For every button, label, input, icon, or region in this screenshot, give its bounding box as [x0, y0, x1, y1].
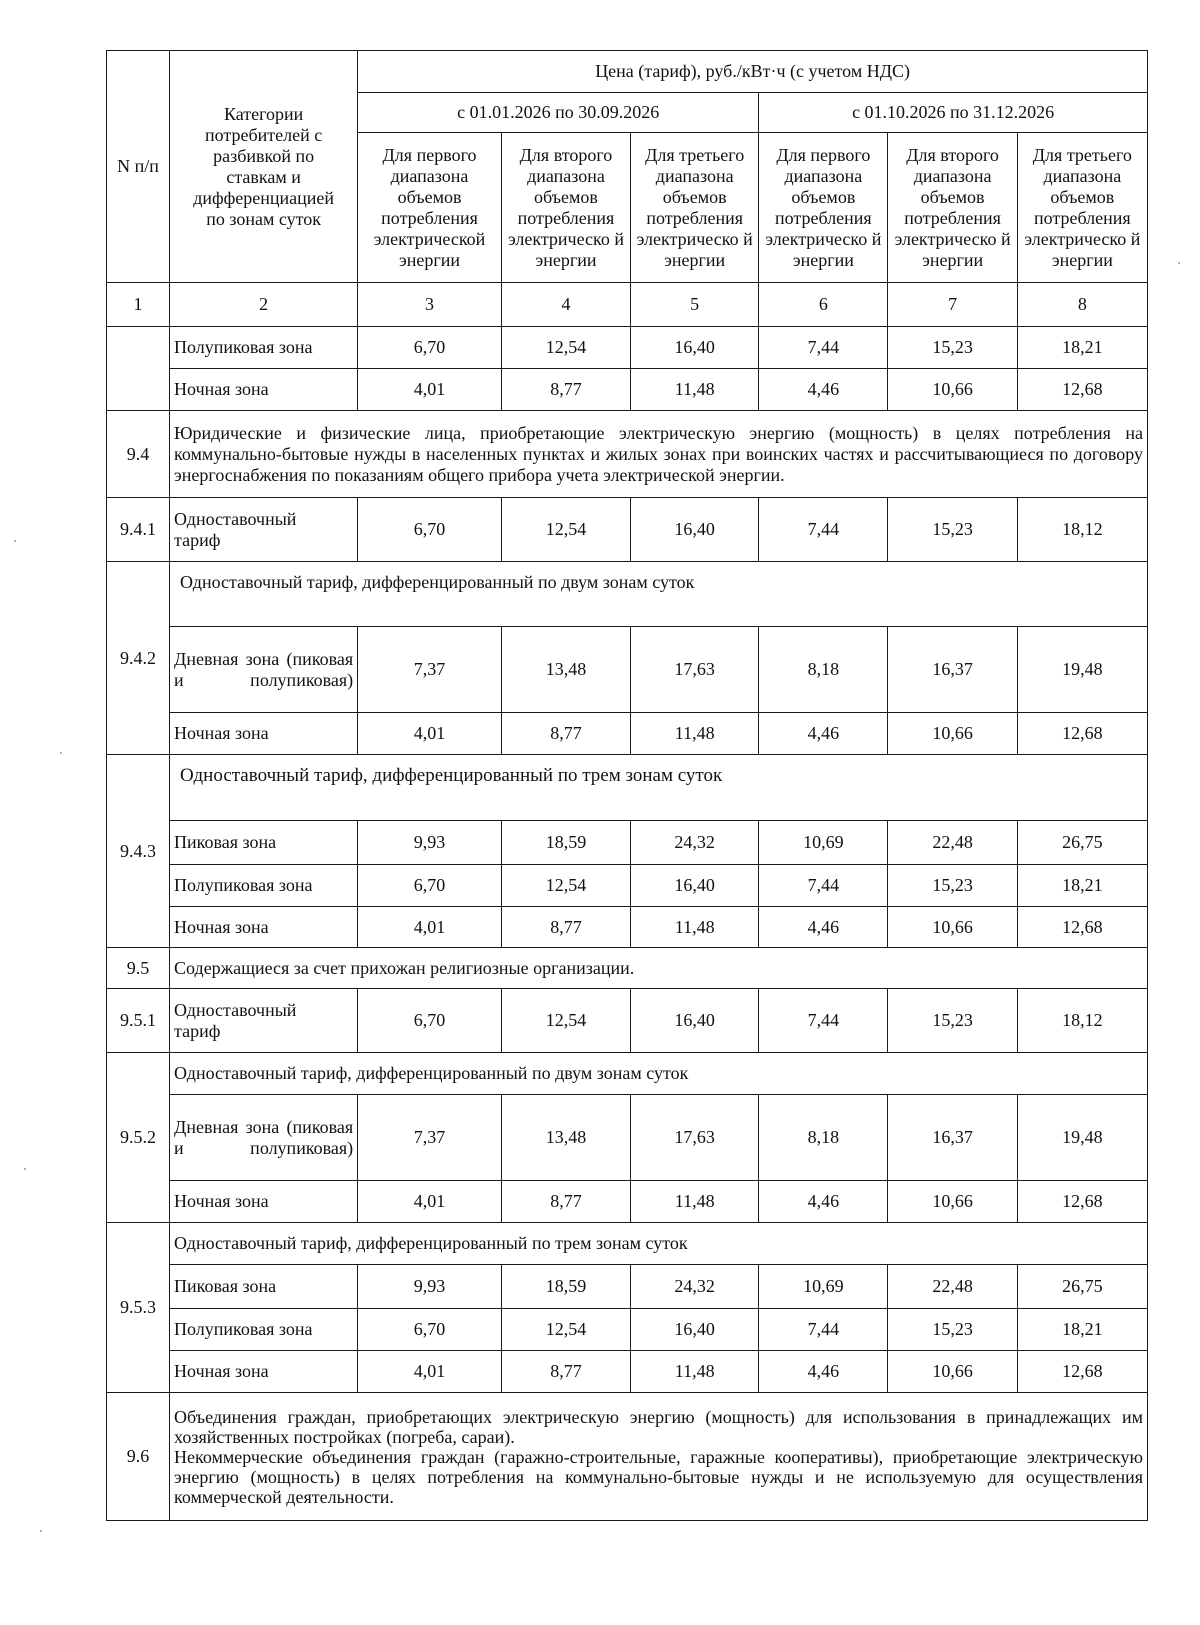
row-label: Дневная зона (пиковая и полупиковая) [170, 1095, 358, 1181]
col-number: 7 [888, 283, 1017, 327]
value-cell: 4,01 [358, 369, 502, 411]
section-row-9-5 [107, 948, 1148, 989]
table-row [107, 327, 1148, 369]
value-cell: 7,44 [759, 989, 888, 1053]
header-col-category: Категории потребителей с разбивкой по ставкам и дифференциацией по зонам суток [170, 51, 358, 283]
value-cell: 8,77 [501, 1351, 630, 1393]
value-cell: 12,54 [501, 498, 630, 562]
row-label: Ночная зона [170, 369, 358, 411]
table-row [107, 1095, 1148, 1181]
value-cell: 11,48 [631, 907, 759, 948]
value-cell: 16,37 [888, 627, 1017, 713]
value-cell: 4,01 [358, 1181, 502, 1223]
section-paragraph-1: Объединения граждан, приобретающих электрическую энергию (мощность) для использования в принадлежащих им хозяйственных постройках (погреба, сараи). [174, 1406, 1143, 1447]
value-cell: 10,66 [888, 369, 1017, 411]
section-description [170, 1393, 1148, 1521]
value-cell: 12,68 [1017, 907, 1147, 948]
value-cell: 22,48 [888, 1265, 1017, 1309]
row-label: Полупиковая зона [170, 1309, 358, 1351]
value-cell: 6,70 [358, 989, 502, 1053]
scan-speck [60, 752, 62, 754]
row-label: Полупиковая зона [170, 865, 358, 907]
value-cell: 17,63 [631, 1095, 759, 1181]
value-cell: 10,66 [888, 907, 1017, 948]
value-cell: 8,18 [759, 1095, 888, 1181]
value-cell: 16,40 [631, 327, 759, 369]
value-cell: 6,70 [358, 865, 502, 907]
value-cell: 7,44 [759, 1309, 888, 1351]
scan-speck [40, 1530, 42, 1532]
value-cell: 15,23 [888, 1309, 1017, 1351]
value-cell: 22,48 [888, 821, 1017, 865]
col-number: 4 [501, 283, 630, 327]
value-cell: 12,54 [501, 1309, 630, 1351]
value-cell: 15,23 [888, 498, 1017, 562]
row-number: 9.4.2 [107, 562, 170, 755]
value-cell: 4,46 [759, 1351, 888, 1393]
col-number: 3 [358, 283, 502, 327]
subsection-title: Одноставочный тариф, дифференцированный по двум зонам суток [170, 562, 1148, 627]
col-number: 2 [170, 283, 358, 327]
value-cell: 11,48 [631, 713, 759, 755]
section-description: Юридические и физические лица, приобретающие электрическую энергию (мощность) в целях потребления на коммунально-бытовые нужды в населенных пунктах и жилых зонах при воинских частях и рассчитывающиеся по договору энергоснабжения по показаниям общего прибора учета электрической энергии. [170, 411, 1148, 498]
value-cell: 8,77 [501, 369, 630, 411]
value-cell: 10,69 [759, 821, 888, 865]
value-cell: 6,70 [358, 498, 502, 562]
scan-speck [24, 1168, 26, 1170]
value-cell: 10,66 [888, 713, 1017, 755]
section-description: Содержащиеся за счет прихожан религиозные организации. [170, 948, 1148, 989]
value-cell: 15,23 [888, 865, 1017, 907]
value-cell: 18,21 [1017, 327, 1147, 369]
value-cell: 15,23 [888, 327, 1017, 369]
value-cell: 18,21 [1017, 1309, 1147, 1351]
value-cell: 4,46 [759, 369, 888, 411]
row-number: 9.5.2 [107, 1053, 170, 1223]
header-range-2-p2: Для второго диапазона объемов потребления электрическо й энергии [888, 133, 1017, 283]
subsection-title-row [107, 755, 1148, 821]
section-row-9-4 [107, 411, 1148, 498]
value-cell: 16,37 [888, 1095, 1017, 1181]
header-range-1-p1: Для первого диапазона объемов потребления электрической энергии [358, 133, 502, 283]
table-row [107, 989, 1148, 1053]
value-cell: 9,93 [358, 821, 502, 865]
row-number: 9.5.3 [107, 1223, 170, 1393]
column-number-row [107, 283, 1148, 327]
value-cell: 26,75 [1017, 821, 1147, 865]
tariff-table [106, 50, 1148, 1521]
row-label: Одноставочный тариф [170, 498, 358, 562]
value-cell: 11,48 [631, 369, 759, 411]
row-label: Ночная зона [170, 907, 358, 948]
header-period-1: с 01.01.2026 по 30.09.2026 [358, 93, 759, 133]
row-label: Ночная зона [170, 713, 358, 755]
row-label: Одноставочный тариф [170, 989, 358, 1053]
value-cell: 8,77 [501, 907, 630, 948]
value-cell: 12,54 [501, 865, 630, 907]
table-row [107, 865, 1148, 907]
value-cell: 10,66 [888, 1181, 1017, 1223]
row-label: Ночная зона [170, 1181, 358, 1223]
value-cell: 4,46 [759, 713, 888, 755]
value-cell: 10,69 [759, 1265, 888, 1309]
value-cell: 8,77 [501, 1181, 630, 1223]
subsection-title: Одноставочный тариф, дифференцированный по трем зонам суток [170, 755, 1148, 821]
table-row [107, 713, 1148, 755]
col-number: 1 [107, 283, 170, 327]
table-row [107, 627, 1148, 713]
value-cell: 24,32 [631, 1265, 759, 1309]
scan-speck [14, 540, 16, 542]
value-cell: 7,44 [759, 327, 888, 369]
scan-speck [1178, 262, 1180, 264]
header-range-3-p2: Для третьего диапазона объемов потребления электрическо й энергии [1017, 133, 1147, 283]
table-row [107, 1309, 1148, 1351]
value-cell: 13,48 [501, 1095, 630, 1181]
value-cell: 17,63 [631, 627, 759, 713]
value-cell: 12,68 [1017, 1181, 1147, 1223]
value-cell: 16,40 [631, 865, 759, 907]
value-cell: 7,37 [358, 627, 502, 713]
value-cell: 26,75 [1017, 1265, 1147, 1309]
row-label: Полупиковая зона [170, 327, 358, 369]
value-cell: 12,54 [501, 327, 630, 369]
header-range-2-p1: Для второго диапазона объемов потребления электрическо й энергии [501, 133, 630, 283]
value-cell: 12,68 [1017, 1351, 1147, 1393]
header-range-1-p2: Для первого диапазона объемов потребления электрическо й энергии [759, 133, 888, 283]
header-range-3-p1: Для третьего диапазона объемов потребления электрическо й энергии [631, 133, 759, 283]
value-cell: 16,40 [631, 1309, 759, 1351]
value-cell: 4,01 [358, 713, 502, 755]
value-cell: 11,48 [631, 1181, 759, 1223]
row-number: 9.4.3 [107, 755, 170, 948]
table-row [107, 498, 1148, 562]
value-cell: 19,48 [1017, 1095, 1147, 1181]
value-cell: 13,48 [501, 627, 630, 713]
value-cell: 7,44 [759, 498, 888, 562]
table-row [107, 907, 1148, 948]
row-label: Ночная зона [170, 1351, 358, 1393]
row-number: 9.5.1 [107, 989, 170, 1053]
subsection-title-row [107, 562, 1148, 627]
header-row-1 [107, 51, 1148, 93]
value-cell: 18,59 [501, 821, 630, 865]
row-number: 9.5 [107, 948, 170, 989]
table-row [107, 1181, 1148, 1223]
value-cell: 18,59 [501, 1265, 630, 1309]
value-cell: 4,46 [759, 907, 888, 948]
value-cell: 6,70 [358, 1309, 502, 1351]
table-row [107, 821, 1148, 865]
table-row [107, 1265, 1148, 1309]
value-cell: 12,54 [501, 989, 630, 1053]
value-cell: 24,32 [631, 821, 759, 865]
row-label: Пиковая зона [170, 1265, 358, 1309]
table-row [107, 369, 1148, 411]
subsection-title: Одноставочный тариф, дифференцированный по двум зонам суток [170, 1053, 1148, 1095]
col-number: 8 [1017, 283, 1147, 327]
value-cell: 4,01 [358, 1351, 502, 1393]
value-cell: 12,68 [1017, 369, 1147, 411]
col-number: 5 [631, 283, 759, 327]
value-cell: 7,37 [358, 1095, 502, 1181]
value-cell: 18,21 [1017, 865, 1147, 907]
subsection-title: Одноставочный тариф, дифференцированный по трем зонам суток [170, 1223, 1148, 1265]
row-number: 9.6 [107, 1393, 170, 1521]
header-col-num: N п/п [107, 51, 170, 283]
row-number: 9.4 [107, 411, 170, 498]
value-cell: 18,12 [1017, 498, 1147, 562]
row-label: Дневная зона (пиковая и полупиковая) [170, 627, 358, 713]
value-cell: 4,46 [759, 1181, 888, 1223]
value-cell: 8,77 [501, 713, 630, 755]
subsection-title-row [107, 1053, 1148, 1095]
value-cell: 19,48 [1017, 627, 1147, 713]
value-cell: 11,48 [631, 1351, 759, 1393]
section-paragraph-2: Некоммерческие объединения граждан (гаражно-строительные, гаражные кооперативы), приобретающие электрическую энергию (мощность) в целях потребления на коммунально-бытовые нужды и не используемую для осуществления коммерческой деятельности. [174, 1446, 1143, 1507]
value-cell: 12,68 [1017, 713, 1147, 755]
row-number: 9.4.1 [107, 498, 170, 562]
value-cell: 15,23 [888, 989, 1017, 1053]
value-cell: 10,66 [888, 1351, 1017, 1393]
value-cell: 16,40 [631, 498, 759, 562]
row-label: Пиковая зона [170, 821, 358, 865]
header-price-title: Цена (тариф), руб./кВт·ч (с учетом НДС) [358, 51, 1148, 93]
header-period-2: с 01.10.2026 по 31.12.2026 [759, 93, 1148, 133]
value-cell: 6,70 [358, 327, 502, 369]
value-cell: 16,40 [631, 989, 759, 1053]
table-row [107, 1351, 1148, 1393]
value-cell: 4,01 [358, 907, 502, 948]
section-row-9-6 [107, 1393, 1148, 1521]
row-number [107, 327, 170, 411]
value-cell: 9,93 [358, 1265, 502, 1309]
value-cell: 7,44 [759, 865, 888, 907]
subsection-title-row [107, 1223, 1148, 1265]
value-cell: 18,12 [1017, 989, 1147, 1053]
col-number: 6 [759, 283, 888, 327]
value-cell: 8,18 [759, 627, 888, 713]
